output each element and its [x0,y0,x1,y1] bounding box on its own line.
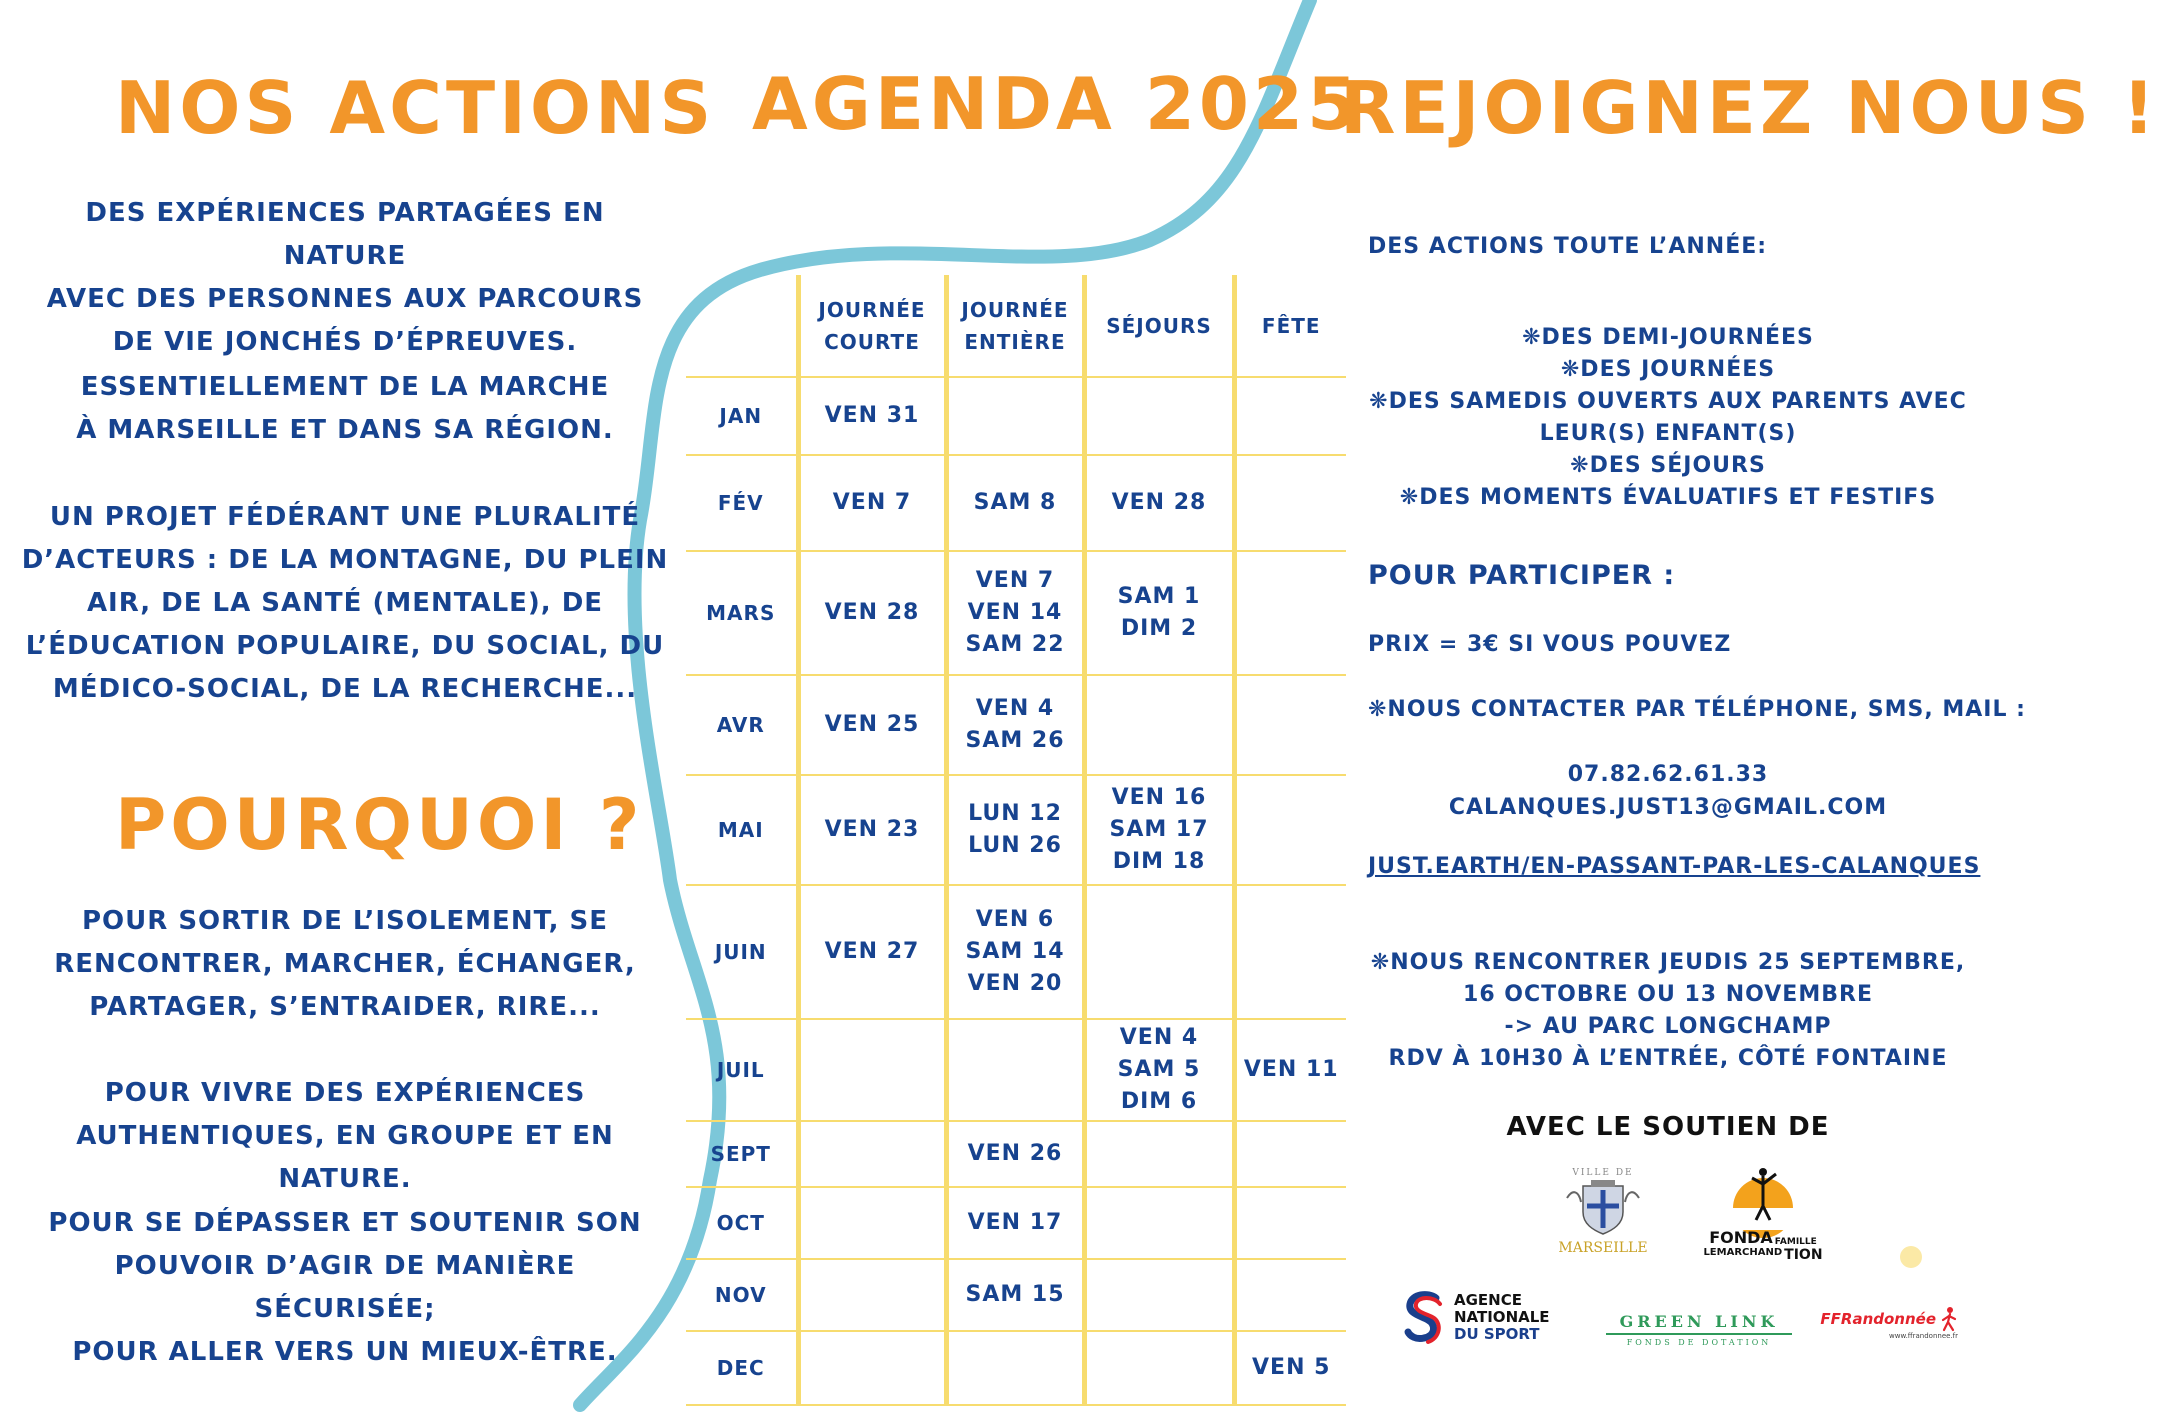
decorative-dot [1900,1246,1922,1268]
agenda-cell-fete [1234,377,1346,455]
agenda-cell-courte: VEN 7 [798,455,946,551]
header-sejours: SÉJOURS [1084,275,1234,377]
agenda-cell-courte: VEN 25 [798,675,946,775]
agenda-row-dec [686,1331,1346,1405]
pour-participer-heading: POUR PARTICIPER : [1368,560,1676,591]
title-pourquoi: POURQUOI ? [115,784,644,866]
meeting-line: RDV À 10H30 À L’ENTRÉE, CÔTÉ FONTAINE [1388,1046,1948,1071]
agenda-cell-courte [798,1259,946,1331]
agenda-cell-sejours [1084,377,1234,455]
agenda-cell-month: MAI [717,818,764,842]
agenda-row-avr [686,675,1346,775]
agenda-cell-entiere: VEN 4 SAM 26 [946,675,1084,775]
agenda-table-container [686,275,1346,1406]
left-paragraph-1 [20,192,670,364]
agenda-cell-month: OCT [716,1211,765,1235]
agenda-row-juin [686,885,1346,1019]
agenda-cell-month: AVR [716,713,765,737]
agenda-row-mai [686,775,1346,885]
agenda-cell-fete [1234,1121,1346,1187]
ffr-row [1820,1306,1958,1332]
agenda-cell-fete [1234,1259,1346,1331]
agence-nationale-du-sport-logo [1400,1290,1590,1346]
agenda-header-row [686,275,1346,377]
agenda-cell-courte [798,1331,946,1405]
actions-list-item: ❋DES SAMEDIS OUVERTS AUX PARENTS AVEC [1369,389,1967,414]
actions-list-item: ❋DES SÉJOURS [1570,453,1766,478]
agenda-row-juil [686,1019,1346,1121]
agenda-row-nov [686,1259,1346,1331]
ffr-text: FFRandonnée [1820,1310,1936,1328]
left-paragraph-3 [20,496,670,711]
fondation-sun-icon [1708,1160,1818,1230]
famille-text: FAMILLE [1774,1237,1817,1247]
header-month [686,275,798,377]
text-line: POUR ALLER VERS UN MIEUX-ÊTRE. [72,1337,618,1367]
agenda-row-sept [686,1121,1346,1187]
agenda-cell-fete [1234,1187,1346,1259]
agenda-cell-entiere: VEN 26 [946,1121,1084,1187]
agenda-cell-sejours [1084,885,1234,1019]
header-journee-entiere: JOURNÉE ENTIÈRE [946,275,1084,377]
title-nos-actions: NOS ACTIONS [115,66,716,150]
ans-line3: DU SPORT [1454,1325,1540,1343]
title-agenda: AGENDA 2025 [752,62,1362,146]
agenda-cell-sejours: VEN 4 SAM 5 DIM 6 [1084,1019,1234,1121]
agenda-cell-sejours [1084,1331,1234,1405]
actions-list-item: ❋DES JOURNÉES [1560,357,1776,382]
agenda-cell-fete [1234,675,1346,775]
text-line: UN PROJET FÉDÉRANT UNE PLURALITÉ [49,502,641,532]
left-paragraph-2 [20,366,670,452]
agenda-row-fév [686,455,1346,551]
green-link-logo [1606,1312,1792,1352]
left-paragraph-5 [20,1072,670,1201]
green-link-subtext: FONDS DE DOTATION [1626,1338,1772,1347]
prix-text: PRIX = 3€ SI VOUS POUVEZ [1368,632,1732,657]
agenda-row-oct [686,1187,1346,1259]
hiker-icon [1940,1306,1958,1332]
actions-annee-heading: DES ACTIONS TOUTE L’ANNÉE: [1368,234,1768,259]
tion-text: TION [1784,1247,1823,1263]
agenda-cell-fete: VEN 11 [1234,1019,1346,1121]
text-line: MÉDICO-SOCIAL, DE LA RECHERCHE... [52,674,638,704]
agenda-cell-sejours [1084,675,1234,775]
meeting-info [1368,947,1968,1075]
agenda-cell-courte: VEN 28 [798,551,946,675]
meeting-line: -> AU PARC LONGCHAMP [1504,1014,1832,1039]
header-fete: FÊTE [1234,275,1346,377]
agenda-cell-month: MARS [706,601,776,625]
agenda-cell-entiere: SAM 15 [946,1259,1084,1331]
marseille-logo-top: VILLE DE [1572,1168,1634,1178]
agenda-cell-courte [798,1121,946,1187]
email-address[interactable]: CALANQUES.JUST13@GMAIL.COM [1448,795,1888,820]
ffrandonnee-logo [1820,1306,1958,1350]
agenda-row-jan [686,377,1346,455]
text-line: À MARSEILLE ET DANS SA RÉGION. [76,415,614,445]
agenda-cell-month: JUIL [716,1058,765,1082]
marseille-logo-text: MARSEILLE [1558,1240,1648,1256]
phone-number[interactable]: 07.82.62.61.33 [1567,762,1769,787]
agenda-row-mars [686,551,1346,675]
agenda-cell-entiere: VEN 17 [946,1187,1084,1259]
agenda-cell-sejours [1084,1121,1234,1187]
agenda-cell-entiere [946,1331,1084,1405]
text-line: D’ACTEURS : DE LA MONTAGNE, DU PLEIN [21,545,669,575]
meeting-line: 16 OCTOBRE OU 13 NOVEMBRE [1463,982,1873,1007]
agenda-cell-entiere: SAM 8 [946,455,1084,551]
header-journee-courte: JOURNÉE COURTE [798,275,946,377]
agenda-cell-courte [798,1019,946,1121]
agenda-cell-entiere: VEN 6 SAM 14 VEN 20 [946,885,1084,1019]
actions-list-item: ❋DES DEMI-JOURNÉES [1522,325,1814,350]
green-link-text: GREEN LINK [1606,1312,1792,1335]
marseille-logo [1548,1168,1658,1260]
ans-line1: AGENCE [1454,1291,1522,1309]
agenda-cell-entiere: VEN 7 VEN 14 SAM 22 [946,551,1084,675]
agenda-cell-month: NOV [714,1283,767,1307]
agenda-cell-fete [1234,885,1346,1019]
agenda-cell-sejours: VEN 28 [1084,455,1234,551]
agenda-cell-entiere [946,1019,1084,1121]
fondation-text-row [1698,1228,1828,1247]
agenda-cell-sejours: SAM 1 DIM 2 [1084,551,1234,675]
contact-heading: ❋NOUS CONTACTER PAR TÉLÉPHONE, SMS, MAIL : [1368,697,2026,722]
website-link[interactable]: JUST.EARTH/EN-PASSANT-PAR-LES-CALANQUES [1368,854,1981,879]
ans-line2: NATIONALE [1454,1308,1550,1326]
agenda-cell-entiere [946,377,1084,455]
agenda-cell-sejours [1084,1259,1234,1331]
agenda-cell-courte: VEN 23 [798,775,946,885]
agenda-cell-month: FÉV [717,491,764,515]
text-line: POUR VIVRE DES EXPÉRIENCES [104,1078,586,1108]
text-line: RENCONTRER, MARCHER, ÉCHANGER, [54,949,636,979]
marseille-crest-icon [1563,1178,1643,1236]
agenda-cell-month: SEPT [710,1142,771,1166]
text-line: AIR, DE LA SANTÉ (MENTALE), DE [86,588,604,618]
agenda-cell-courte: VEN 27 [798,885,946,1019]
agenda-cell-month: JAN [719,404,763,428]
title-rejoignez-nous: REJOIGNEZ NOUS ! [1340,66,2159,150]
fondation-lemarchand-logo [1698,1160,1828,1270]
agenda-cell-fete [1234,551,1346,675]
left-paragraph-4 [20,900,670,1029]
text-line: POUR SE DÉPASSER ET SOUTENIR SON [48,1208,642,1238]
text-line: L’ÉDUCATION POPULAIRE, DU SOCIAL, DU [25,631,665,661]
text-line: AVEC DES PERSONNES AUX PARCOURS [46,284,644,314]
fonda-text: FONDA [1709,1228,1773,1247]
lemarchand-text: LEMARCHAND [1703,1247,1783,1258]
text-line: ESSENTIELLEMENT DE LA MARCHE [80,372,610,402]
agenda-cell-month: DEC [716,1356,765,1380]
left-paragraph-6 [20,1202,670,1374]
actions-list [1368,322,1968,514]
ffr-url: www.ffrandonnee.fr [1889,1332,1958,1340]
agenda-cell-month: JUIN [714,940,767,964]
agenda-cell-courte [798,1187,946,1259]
text-line: PARTAGER, S’ENTRAIDER, RIRE... [89,992,601,1022]
text-line: DES EXPÉRIENCES PARTAGÉES EN NATURE [85,198,605,271]
actions-list-item: LEUR(S) ENFANT(S) [1539,421,1797,446]
agenda-cell-sejours: VEN 16 SAM 17 DIM 18 [1084,775,1234,885]
actions-list-item: ❋DES MOMENTS ÉVALUATIFS ET FESTIFS [1399,485,1937,510]
ans-text [1454,1292,1550,1343]
text-line: AUTHENTIQUES, EN GROUPE ET EN NATURE. [76,1121,614,1194]
agenda-cell-fete: VEN 5 [1234,1331,1346,1405]
support-title: AVEC LE SOUTIEN DE [1506,1112,1830,1142]
text-line: DE VIE JONCHÉS D’ÉPREUVES. [112,327,578,357]
agenda-cell-fete [1234,775,1346,885]
meeting-line: ❋NOUS RENCONTRER JEUDIS 25 SEPTEMBRE, [1370,950,1966,975]
agenda-cell-entiere: LUN 12 LUN 26 [946,775,1084,885]
text-line: POUVOIR D’AGIR DE MANIÈRE SÉCURISÉE; [114,1251,576,1324]
agenda-cell-fete [1234,455,1346,551]
agenda-table [686,275,1346,1406]
text-line: POUR SORTIR DE L’ISOLEMENT, SE [81,906,609,936]
fondation-text-row2 [1698,1247,1828,1263]
ans-s-icon [1400,1290,1448,1346]
agenda-cell-courte: VEN 31 [798,377,946,455]
agenda-cell-sejours [1084,1187,1234,1259]
